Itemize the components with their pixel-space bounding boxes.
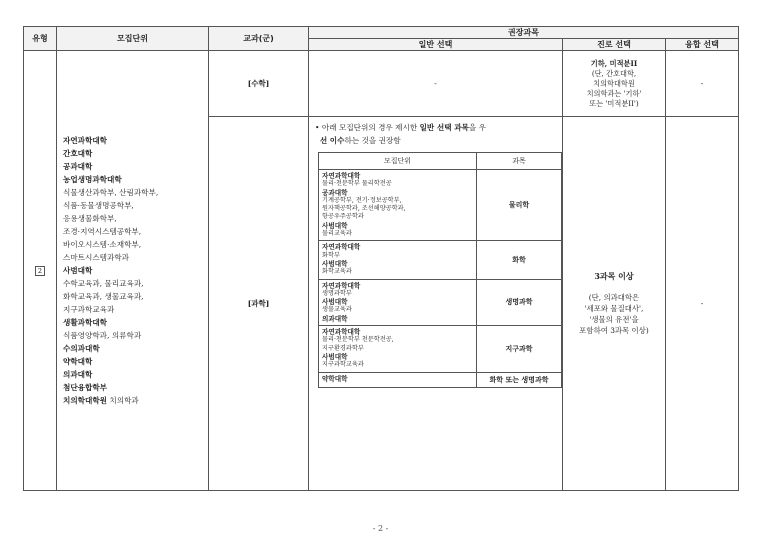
inner-table-row <box>319 279 562 325</box>
inner-college-name: 약학대학 <box>322 374 348 383</box>
inner-dept-name: 물리교육과 <box>322 230 352 238</box>
unit-list-item: 농업생명과학대학 <box>63 175 122 184</box>
science-career <box>563 117 666 491</box>
unit-list-item: 간호대학 <box>63 149 93 158</box>
inner-header-unit: 모집단위 <box>319 153 477 170</box>
science-subject: [과학] <box>209 117 309 491</box>
math-fusion: - <box>666 51 739 117</box>
inner-dept-name: 화학부 <box>322 251 340 259</box>
inner-college-name: 자연과학대학 <box>322 328 361 337</box>
type-cell <box>24 51 57 491</box>
header-unit: 모집단위 <box>57 27 209 51</box>
inner-college-name: 사범대학 <box>322 221 348 230</box>
inner-table-row <box>319 170 562 241</box>
math-general: - <box>309 51 563 117</box>
inner-unit-cell <box>319 279 477 325</box>
inner-dept-name: 기계공학부, 전기·정보공학부, <box>322 196 402 204</box>
inner-table-row <box>319 241 562 279</box>
math-career <box>563 51 666 117</box>
header-general: 일반 선택 <box>309 39 563 51</box>
unit-list-item: 생활과학대학 <box>63 318 108 327</box>
inner-dept-name: 물리·천문학부 물리학전공 <box>322 180 392 188</box>
math-career-line: 치의학과는 '기하' <box>586 88 642 98</box>
inner-unit-cell <box>319 372 477 387</box>
inner-subject-cell: 물리학 <box>477 170 562 241</box>
note-bold: 선 이수 <box>319 136 345 145</box>
unit-list-cell <box>57 51 209 491</box>
unit-list-item: 수학교육과, 물리교육과, <box>63 279 144 288</box>
type-value: 2 <box>35 266 45 276</box>
inner-dept-name: 생명과학부 <box>322 289 352 297</box>
science-subject-table <box>318 152 562 388</box>
header-career: 진로 선택 <box>563 39 666 51</box>
inner-college-name: 사범대학 <box>322 298 348 307</box>
unit-list-item: 공과대학 <box>63 162 93 171</box>
unit-list-item: 사범대학 <box>63 266 93 275</box>
inner-college-name: 자연과학대학 <box>322 172 361 180</box>
header-fusion: 융합 선택 <box>666 39 739 51</box>
math-career-line: (단, 간호대학, <box>591 68 637 78</box>
unit-list-item: 의과대학 <box>63 370 93 379</box>
science-career-line: (단, 의과대학은 <box>588 293 640 302</box>
unit-list-item: 수의과대학 <box>63 344 100 353</box>
unit-last-rest: 치의학과 <box>107 396 139 405</box>
unit-list <box>63 134 202 394</box>
note-text: 아래 모집단위의 경우 제시한 <box>321 123 420 132</box>
math-career-line: 기하, 미적분II <box>590 58 638 68</box>
inner-table-row <box>319 372 562 387</box>
science-career-line: '세포와 물질대사', <box>584 304 644 313</box>
recommended-subjects-table <box>23 26 739 491</box>
science-fusion: - <box>666 117 739 491</box>
inner-college-name: 공과대학 <box>322 188 348 197</box>
inner-college-name: 자연과학대학 <box>322 243 361 252</box>
math-career-line: 치의학대학원 <box>593 78 635 88</box>
science-career-line: 포함하여 3과목 이상) <box>579 326 649 335</box>
unit-list-item: 바이오시스템·소재학부, <box>63 240 142 249</box>
unit-last-line <box>63 394 202 407</box>
unit-list-item: 첨단융합학부 <box>63 383 108 392</box>
math-subject: [수학] <box>209 51 309 117</box>
unit-list-item: 스마트시스템과학과 <box>63 253 130 262</box>
note-bold: 일반 선택 과목 <box>419 123 469 132</box>
header-recommended: 권장과목 <box>309 27 739 39</box>
inner-dept-name: 물리·천문학부 천문학전공, <box>322 336 394 344</box>
science-general <box>309 117 563 491</box>
inner-dept-name: 화학교육과 <box>322 268 352 276</box>
inner-dept-name: 항공우주공학과 <box>322 213 364 221</box>
unit-list-item: 지구과학교육과 <box>63 305 115 314</box>
note-text: 을 우 <box>468 123 486 132</box>
note-text: 하는 것을 권장함 <box>344 136 401 145</box>
inner-college-name: 사범대학 <box>322 352 348 361</box>
unit-list-item: 식품영양학과, 의류학과 <box>63 331 142 340</box>
science-note: • 아래 모집단위의 경우 제시한 일반 선택 과목을 우 선 이수하는 것을 권장함 <box>315 123 486 145</box>
inner-unit-cell <box>319 326 477 372</box>
unit-list-item: 응용생물화학부, <box>63 214 117 223</box>
inner-college-name: 자연과학대학 <box>322 281 361 290</box>
header-subject: 교과(군) <box>209 27 309 51</box>
inner-subject-cell: 생명과학 <box>477 279 562 325</box>
unit-list-item: 약학대학 <box>63 357 93 366</box>
inner-unit-cell <box>319 241 477 279</box>
header-type: 유형 <box>24 27 57 51</box>
inner-subject-cell: 화학 또는 생명과학 <box>477 372 562 387</box>
unit-list-item: 식물생산과학부, 산림과학부, <box>63 188 159 197</box>
inner-header-subject: 과목 <box>477 153 562 170</box>
unit-list-item: 조경·지역시스템공학부, <box>63 227 142 236</box>
inner-table-row <box>319 326 562 372</box>
unit-list-item: 자연과학대학 <box>63 136 108 145</box>
math-career-line: 또는 '미적분II') <box>589 98 639 108</box>
unit-last-bold: 치의학대학원 <box>63 396 108 405</box>
page-number: - 2 - <box>372 524 389 533</box>
unit-list-item: 식품·동물생명공학부, <box>63 201 134 210</box>
inner-unit-cell <box>319 170 477 241</box>
inner-dept-name: 생물교육과 <box>322 306 352 314</box>
inner-college-name: 의과대학 <box>322 314 348 323</box>
science-career-title: 3과목 이상 <box>594 271 634 281</box>
inner-college-name: 사범대학 <box>322 259 348 268</box>
inner-dept-name: 원자핵공학과, 조선해양공학과, <box>322 205 406 213</box>
unit-list-item: 화학교육과, 생물교육과, <box>63 292 144 301</box>
inner-subject-cell: 지구과학 <box>477 326 562 372</box>
inner-dept-name: 지구환경과학부 <box>322 344 364 352</box>
science-career-line: '생물의 유전'을 <box>589 315 639 324</box>
inner-dept-name: 지구과학교육과 <box>322 361 364 369</box>
inner-subject-cell: 화학 <box>477 241 562 279</box>
